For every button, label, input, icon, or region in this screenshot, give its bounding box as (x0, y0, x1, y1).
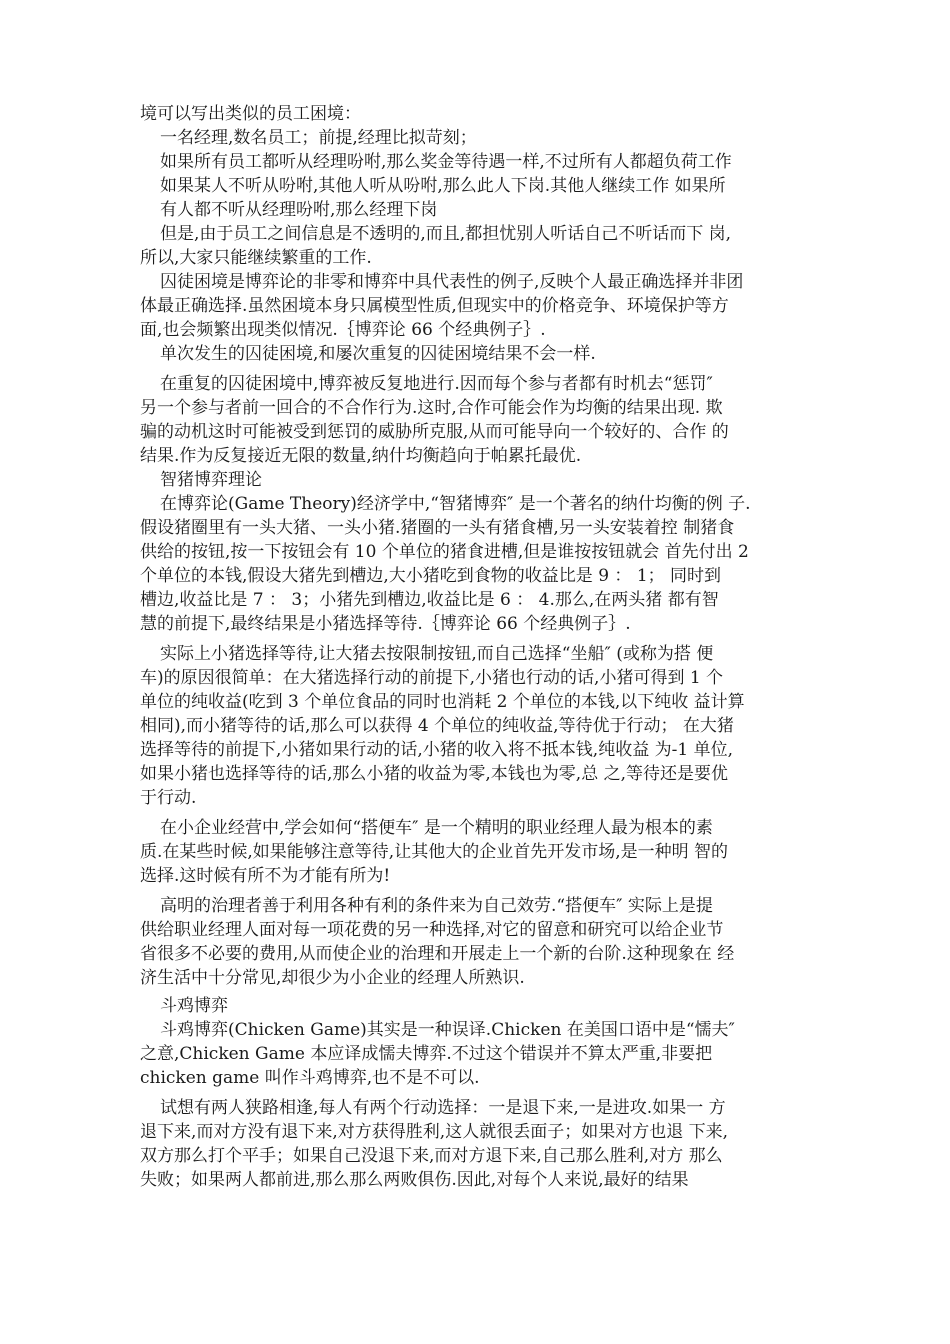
text-line: 个单位的本钱,假设大猪先到槽边,大小猪吃到食物的收益比是 9 ： 1； 同时到 (140, 566, 722, 586)
text-line: 双方那么打个平手；如果自己没退下来,而对方退下来,自己那么胜利,对方 那么 (140, 1146, 723, 1166)
text-line: chicken game 叫作斗鸡博弈,也不是不可以. (140, 1068, 480, 1088)
text-line: 如果小猪也选择等待的话,那么小猪的收益为零,本钱也为零,总 之,等待还是要优 (140, 764, 729, 784)
text-line: 供给职业经理人面对每一项花费的另一种选择,对它的留意和研究可以给企业节 (140, 920, 724, 940)
text-line: 境可以写出类似的员工困境： (140, 104, 361, 124)
text-line: 相同),而小猪等待的话,那么可以获得 4 个单位的纯收益,等待优于行动； 在大猪 (140, 716, 734, 736)
text-line: 车)的原因很简单：在大猪选择行动的前提下,小猪也行动的话,小猪可得到 1 个 (140, 668, 724, 688)
text-line: 济生活中十分常见,却很少为小企业的经理人所熟识. (140, 968, 525, 988)
text-line: 骗的动机这时可能被受到惩罚的威胁所克服,从而可能导向一个较好的、合作 的 (140, 422, 729, 442)
text-line: 结果.作为反复接近无限的数量,纳什均衡趋向于帕累托最优. (140, 446, 582, 466)
text-line: 另一个参与者前一回合的不合作行为.这时,合作可能会作为均衡的结果出现. 欺 (140, 398, 723, 418)
text-line: 选择等待的前提下,小猪如果行动的话,小猪的收入将不抵本钱,纯收益 为-1 单位, (140, 740, 733, 760)
text-line: 退下来,而对方没有退下来,对方获得胜利,这人就很丢面子；如果对方也退 下来, (140, 1122, 729, 1142)
text-line: 于行动. (140, 788, 197, 808)
section-heading: 斗鸡博弈 (160, 996, 228, 1016)
text-line: 在小企业经营中,学会如何“搭便车″ 是一个精明的职业经理人最为根本的素 (160, 818, 713, 838)
text-line: 选择.这时候有所不为才能有所为! (140, 866, 391, 886)
text-line: 面,也会频繁出现类似情况.｛博弈论 66 个经典例子｝. (140, 320, 546, 340)
text-line: 供给的按钮,按一下按钮会有 10 个单位的猪食进槽,但是谁按按钮就会 首先付出 2 (140, 542, 749, 562)
text-line: 在博弈论(Game Theory)经济学中,“智猪博弈″ 是一个著名的纳什均衡的例 子. (160, 494, 751, 514)
text-line: 单位的纯收益(吃到 3 个单位食品的同时也消耗 2 个单位的本钱,以下纯收 益计算 (140, 692, 745, 712)
text-line: 实际上小猪选择等待,让大猪去按限制按钮,而自己选择“坐船″ (或称为搭 便 (160, 644, 714, 664)
text-line: 质.在某些时候,如果能够注意等待,让其他大的企业首先开发市场,是一种明 智的 (140, 842, 729, 862)
text-line: 但是,由于员工之间信息是不透明的,而且,都担忧别人听话自己不听话而下 岗, (160, 224, 732, 244)
text-line: 单次发生的囚徒困境,和屡次重复的囚徒困境结果不会一样. (160, 344, 596, 364)
text-line: 体最正确选择.虽然困境本身只属模型性质,但现实中的价格竞争、环境保护等方 (140, 296, 729, 316)
text-line: 一名经理,数名员工；前提,经理比拟苛刻； (160, 128, 477, 148)
text-line: 囚徒困境是博弈论的非零和博弈中具代表性的例子,反映个人最正确选择并非团 (160, 272, 744, 292)
text-line: 所以,大家只能继续繁重的工作. (140, 248, 372, 268)
text-line: 如果某人不听从吩咐,其他人听从吩咐,那么此人下岗.其他人继续工作 如果所 (160, 176, 726, 196)
text-line: 之意,Chicken Game 本应译成懦夫博弈.不过这个错误并不算太严重,非要把 (140, 1044, 713, 1064)
text-line: 失败；如果两人都前进,那么那么两败俱伤.因此,对每个人来说,最好的结果 (140, 1170, 689, 1190)
text-line: 省很多不必要的费用,从而使企业的治理和开展走上一个新的台阶.这种现象在 经 (140, 944, 735, 964)
text-line: 槽边,收益比是 7 ： 3；小猪先到槽边,收益比是 6 ： 4.那么,在两头猪 都有智 (140, 590, 719, 610)
text-line: 斗鸡博弈(Chicken Game)其实是一种误译.Chicken 在美国口语中是“懦夫″ (160, 1020, 735, 1040)
text-line: 高明的治理者善于利用各种有利的条件来为自己效劳.“搭便车″ 实际上是提 (160, 896, 713, 916)
text-line: 如果所有员工都听从经理吩咐,那么奖金等待遇一样,不过所有人都超负荷工作 (160, 152, 732, 172)
text-line: 在重复的囚徒困境中,博弈被反复地进行.因而每个参与者都有时机去“惩罚″ (160, 374, 713, 394)
text-line: 有人都不听从经理吩咐,那么经理下岗 (160, 200, 438, 220)
text-line: 慧的前提下,最终结果是小猪选择等待.｛博弈论 66 个经典例子｝. (140, 614, 631, 634)
section-heading: 智猪博弈理论 (160, 470, 262, 490)
text-line: 试想有两人狭路相逢,每人有两个行动选择：一是退下来,一是进攻.如果一 方 (160, 1098, 726, 1118)
text-line: 假设猪圈里有一头大猪、一头小猪.猪圈的一头有猪食槽,另一头安装着控 制猪食 (140, 518, 735, 538)
